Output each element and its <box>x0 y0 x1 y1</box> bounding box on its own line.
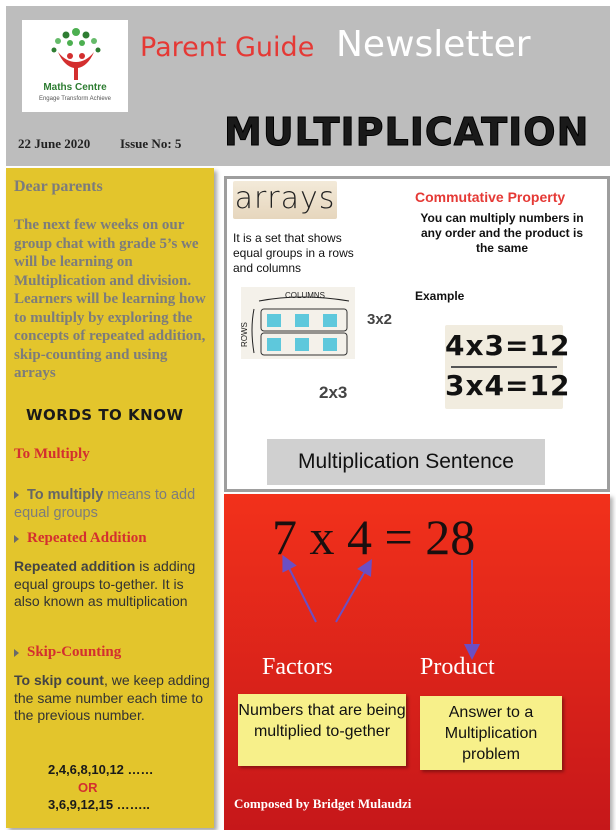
example-equation-1: 4x3=12 <box>445 329 571 362</box>
intro-paragraph: The next few weeks on our group chat with grade 5’s we will be learning on Multiplication and division. Learners will be learning how to multiply by exploring the concepts of repeated addition, skip-counting and using arrays <box>14 217 206 381</box>
logo-tagline: Engage Transform Achieve <box>38 96 112 102</box>
arrays-description: It is a set that shows equal groups in a rows and columns <box>233 231 354 275</box>
skip-counting-heading <box>14 644 121 661</box>
multiplication-equation: 7 x 4 = 28 <box>272 509 476 565</box>
array-label-3x2: 3x2 <box>367 311 393 328</box>
title-newsletter: Newsletter <box>336 24 531 65</box>
topic-title: MULTIPLICATION <box>224 110 590 154</box>
factors-label: Factors <box>262 654 333 680</box>
repeated-addition-heading-text: Repeated Addition <box>27 530 147 546</box>
newsletter-header <box>6 6 610 166</box>
rows-label: ROWS <box>240 322 249 347</box>
array-diagram <box>241 287 355 359</box>
example-handwritten-image <box>445 325 571 409</box>
example-equation-2: 3x4=12 <box>445 369 571 402</box>
issue-number: Issue No: 5 <box>120 136 182 151</box>
definition-repeated-addition: is adding equal groups to-gether. It is also known as multiplication <box>14 558 196 609</box>
product-label: Product <box>420 654 495 680</box>
example-label: Example <box>415 289 465 303</box>
arrow-to-first-factor <box>286 562 316 622</box>
arrays-panel <box>224 176 610 492</box>
array-label-2x3: 2x3 <box>319 383 348 402</box>
commutative-property-description: You can multiply numbers in any order and the product is the same <box>420 211 584 255</box>
parents-sidebar <box>6 168 214 828</box>
words-to-know-heading: WORDS TO KNOW <box>26 406 184 424</box>
arrow-to-second-factor <box>336 566 368 622</box>
commutative-property-title: Commutative Property <box>415 189 566 205</box>
tree-people-icon <box>48 26 104 82</box>
factors-sticky-note: Numbers that are being multiplied to-gether <box>238 694 406 766</box>
term-skip-count: To skip count <box>14 672 104 688</box>
to-multiply-definition <box>14 486 210 522</box>
skip-sequence-threes: 3,6,9,12,15 …….. <box>48 797 150 812</box>
greeting: Dear parents <box>14 178 103 195</box>
skip-counting-heading-text: Skip-Counting <box>27 644 122 660</box>
product-sticky-note: Answer to a Multiplication problem <box>420 696 562 770</box>
example-divider <box>451 366 557 368</box>
issue-date: 22 June 2020 <box>18 136 91 151</box>
bullet-arrow-icon <box>14 649 19 657</box>
term-repeated-addition: Repeated addition <box>14 558 136 574</box>
arrays-word-image: arrays <box>233 181 337 219</box>
skip-counting-definition <box>14 672 210 725</box>
definition-to-multiply: means to add equal groups <box>14 487 196 521</box>
skip-sequence-twos: 2,4,6,8,10,12 …… <box>48 762 154 777</box>
multiplication-sentence-panel <box>224 494 610 830</box>
to-multiply-heading: To Multiply <box>14 446 90 462</box>
term-to-multiply: To multiply <box>27 487 104 503</box>
sequence-or: OR <box>78 780 98 795</box>
logo-name: Maths Centre <box>43 82 107 93</box>
repeated-addition-heading <box>14 530 147 547</box>
definition-skip-count: , we keep adding the same number each time to the previous number. <box>14 672 210 723</box>
bullet-arrow-icon <box>14 491 19 499</box>
title-parent-guide: Parent Guide <box>140 32 315 63</box>
multiplication-sentence-label: Multiplication Sentence <box>267 439 545 485</box>
bullet-arrow-icon <box>14 535 19 543</box>
composer-credit: Composed by Bridget Mulaudzi <box>234 796 412 811</box>
repeated-addition-definition <box>14 558 210 611</box>
columns-label: COLUMNS <box>285 291 326 300</box>
maths-centre-logo <box>22 20 128 112</box>
